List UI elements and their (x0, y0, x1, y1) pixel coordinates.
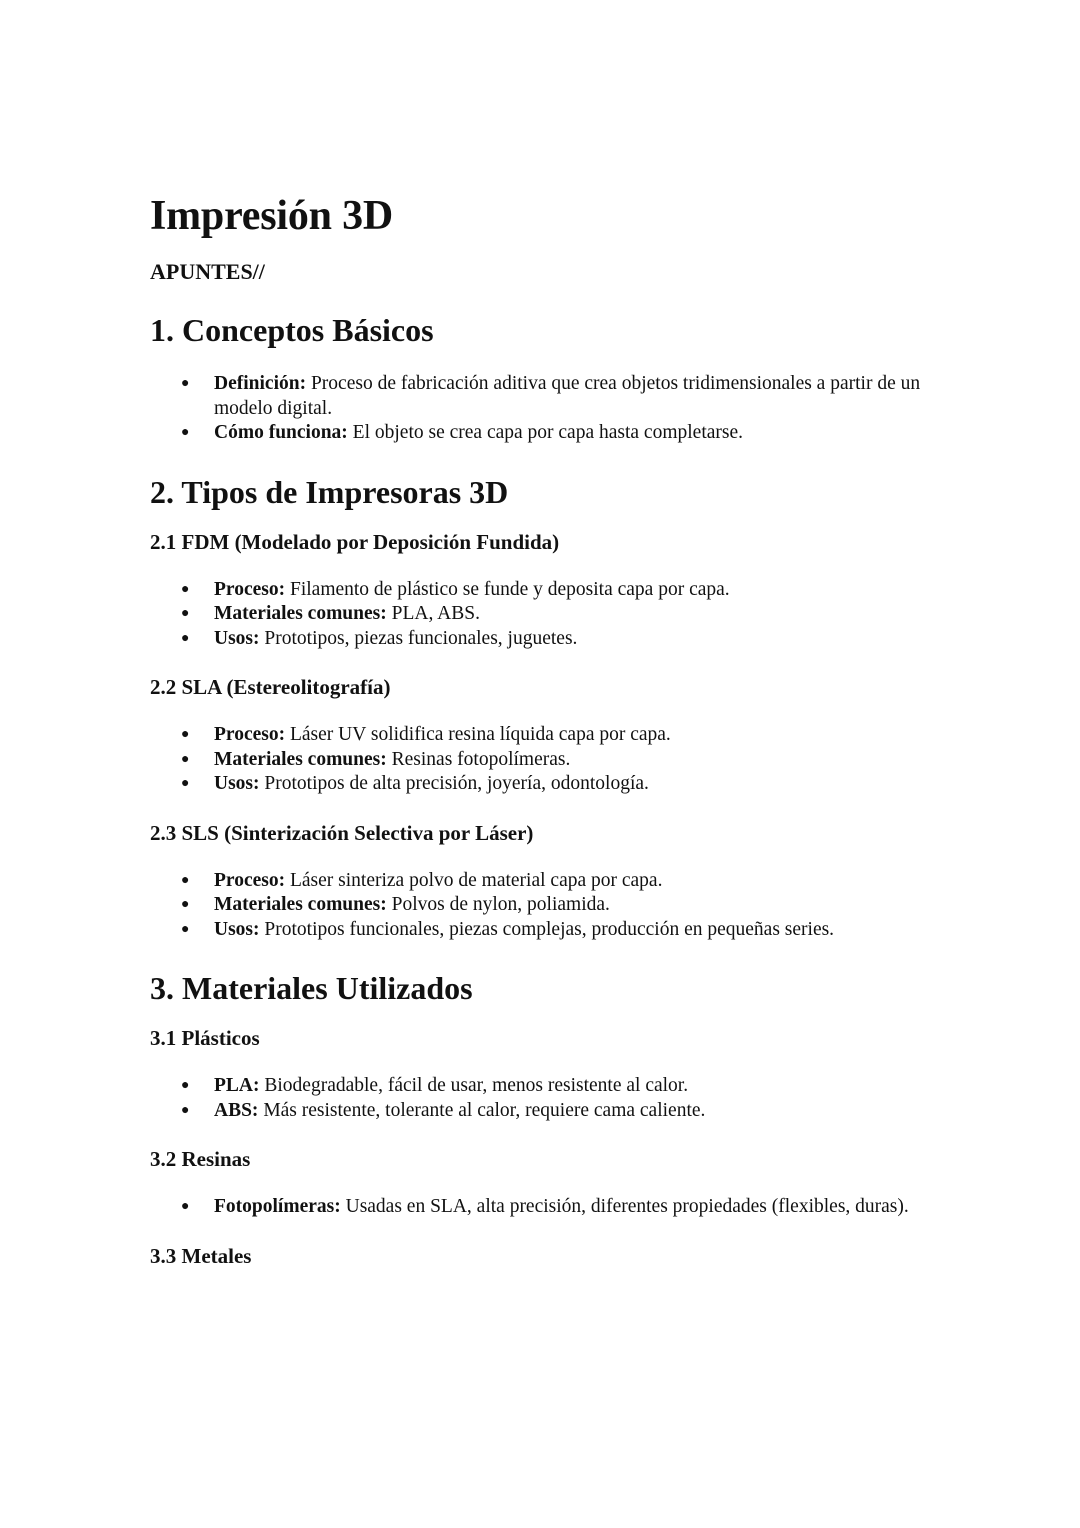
bullet-icon: ● (181, 727, 190, 742)
item-text: Prototipos, piezas funcionales, juguetes. (259, 627, 578, 649)
item-text: Filamento de plástico se funde y deposita capa por capa. (285, 578, 730, 600)
list-item (181, 893, 940, 918)
bullet-icon: ● (181, 1078, 190, 1093)
item-text: Más resistente, tolerante al calor, requiere cama caliente. (258, 1099, 706, 1121)
item-label: Usos: (214, 773, 260, 794)
list-item (181, 748, 940, 773)
section-heading: 2. Tipos de Impresoras 3D (150, 473, 509, 510)
item-label: ABS: (214, 1099, 259, 1121)
item-text: Resinas fotopolímeras. (386, 748, 571, 770)
subsection-heading: 2.1 FDM (Modelado por Deposición Fundida) (150, 529, 560, 554)
subsection-heading: 3.1 Plásticos (150, 1026, 260, 1050)
bullet-icon: ● (181, 581, 190, 597)
section-heading: 1. Conceptos Básicos (150, 312, 434, 348)
document-page (150, 188, 940, 1270)
subsection-heading: 2.3 SLS (Sinterización Selectiva por Láser) (150, 820, 534, 845)
item-text: Biodegradable, fácil de usar, menos resistente al calor. (259, 1075, 689, 1096)
list-item (181, 1195, 940, 1220)
item-label: Definición: (214, 373, 307, 394)
item-label: Proceso: (214, 869, 286, 891)
bullet-icon: ● (181, 1102, 190, 1118)
bullet-icon: ● (181, 872, 190, 888)
bullet-list (150, 372, 940, 446)
item-text: El objeto se crea capa por capa hasta completarse. (347, 422, 744, 443)
bullet-list (150, 578, 940, 652)
subsection-heading: 3.2 Resinas (150, 1147, 251, 1171)
list-item (181, 627, 940, 652)
list-item (181, 372, 940, 421)
bullet-icon: ● (181, 630, 190, 646)
list-item (181, 421, 940, 446)
item-label: Proceso: (214, 578, 286, 600)
subsection-heading: 2.2 SLA (Estereolitografía) (150, 675, 391, 699)
item-label: Proceso: (214, 724, 286, 745)
document-subtitle: APUNTES// (150, 259, 265, 284)
bullet-icon: ● (181, 897, 190, 912)
item-text: Prototipos de alta precisión, joyería, odontología. (259, 773, 649, 794)
list-item (181, 723, 940, 748)
item-text: Usadas en SLA, alta precisión, diferentes propiedades (flexibles, duras). (340, 1196, 909, 1217)
bullet-list (150, 1195, 940, 1220)
item-label: Usos: (214, 918, 260, 940)
list-item (181, 1099, 940, 1124)
item-label: Cómo funciona: (214, 422, 348, 443)
list-item (181, 1074, 940, 1099)
bullet-list (150, 1074, 940, 1123)
item-label: Fotopolímeras: (214, 1196, 341, 1217)
bullet-icon: ● (181, 606, 190, 621)
bullet-icon: ● (181, 751, 190, 767)
list-item (181, 772, 940, 797)
bullet-icon: ● (181, 1199, 190, 1214)
list-item (181, 578, 940, 603)
bullet-icon: ● (181, 776, 190, 791)
subsection-heading: 3.3 Metales (150, 1243, 252, 1268)
bullet-icon: ● (181, 921, 190, 937)
list-item (181, 918, 940, 943)
item-text: Prototipos funcionales, piezas complejas, producción en pequeñas series. (259, 918, 835, 940)
item-label: PLA: (214, 1075, 260, 1096)
bullet-icon: ● (181, 376, 190, 391)
document-title: Impresión 3D (150, 193, 394, 239)
list-item (181, 602, 940, 627)
item-text: Polvos de nylon, poliamida. (386, 894, 610, 915)
item-text: Láser UV solidifica resina líquida capa por capa. (285, 724, 671, 745)
bullet-icon: ● (181, 425, 190, 440)
item-text: Proceso de fabricación aditiva que crea objetos tridimensionales a partir de un modelo digital. (214, 373, 921, 419)
bullet-list (150, 869, 940, 943)
section-heading: 3. Materiales Utilizados (150, 970, 473, 1006)
item-label: Materiales comunes: (214, 894, 387, 915)
bullet-list (150, 723, 940, 797)
item-label: Materiales comunes: (214, 603, 387, 624)
item-text: PLA, ABS. (386, 603, 480, 624)
item-label: Usos: (214, 627, 260, 649)
item-text: Láser sinteriza polvo de material capa por capa. (285, 869, 663, 891)
list-item (181, 869, 940, 894)
item-label: Materiales comunes: (214, 748, 387, 770)
